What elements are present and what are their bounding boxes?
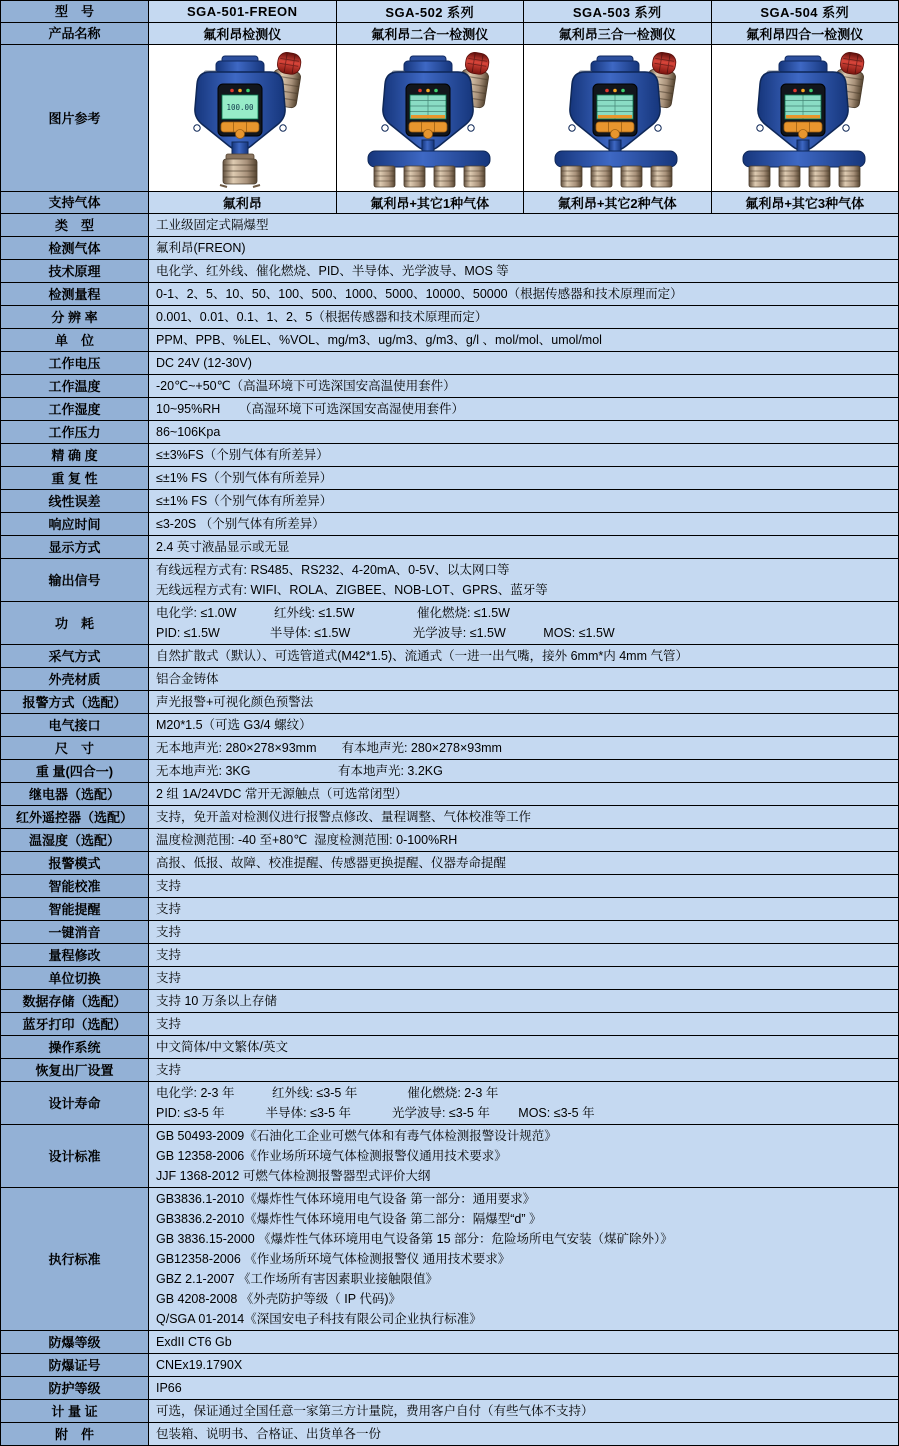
spec-row bbox=[1, 737, 898, 760]
spec-value bbox=[149, 1125, 898, 1187]
spec-value-line: ≤±1% FS（个别气体有所差异） bbox=[156, 471, 333, 485]
product-name-row-value-0: 氟利昂检测仪 bbox=[149, 23, 337, 44]
spec-value bbox=[149, 260, 898, 282]
spec-value bbox=[149, 375, 898, 397]
spec-value-line: ExdII CT6 Gb bbox=[156, 1335, 232, 1349]
spec-row bbox=[1, 1354, 898, 1377]
spec-label: 重 复 性 bbox=[1, 467, 149, 489]
model-row-label: 型 号 bbox=[1, 1, 149, 22]
spec-label: 一键消音 bbox=[1, 921, 149, 943]
spec-row bbox=[1, 1125, 898, 1188]
spec-value-line: 电化学: 2-3 年 红外线: ≤3-5 年 催化燃烧: 2-3 年 bbox=[156, 1086, 499, 1100]
spec-label: 红外遥控器（选配） bbox=[1, 806, 149, 828]
spec-row bbox=[1, 559, 898, 602]
spec-value-line: 铝合金铸体 bbox=[156, 672, 219, 686]
spec-value-line: GB3836.1-2010《爆炸性气体环境用电气设备 第一部分：通用要求》 bbox=[156, 1192, 536, 1206]
spec-value bbox=[149, 1377, 898, 1399]
spec-label: 智能校准 bbox=[1, 875, 149, 897]
detector-screen-value: 100.00 bbox=[226, 103, 254, 112]
spec-value-line: GB 4208-2008 《外壳防护等级（ IP 代码)》 bbox=[156, 1292, 401, 1306]
spec-value-line: 支持 bbox=[156, 902, 182, 916]
spec-value-line: 支持 bbox=[156, 925, 182, 939]
spec-value bbox=[149, 1400, 898, 1422]
spec-value bbox=[149, 898, 898, 920]
detector-image-1 bbox=[337, 45, 525, 191]
spec-label: 采气方式 bbox=[1, 645, 149, 667]
supported-gas-row-value-0: 氟利昂 bbox=[149, 192, 337, 213]
spec-value bbox=[149, 852, 898, 874]
spec-row bbox=[1, 921, 898, 944]
spec-label: 技术原理 bbox=[1, 260, 149, 282]
spec-value bbox=[149, 1331, 898, 1353]
spec-row bbox=[1, 967, 898, 990]
spec-label: 附 件 bbox=[1, 1423, 149, 1445]
spec-label: 防爆等级 bbox=[1, 1331, 149, 1353]
spec-value bbox=[149, 398, 898, 420]
spec-value-line: 有线远程方式有: RS485、RS232、4-20mA、0-5V、以太网口等 bbox=[156, 563, 510, 577]
spec-value bbox=[149, 737, 898, 759]
spec-value-line: JJF 1368-2012 可燃气体检测报警器型式评价大纲 bbox=[156, 1169, 431, 1183]
spec-value bbox=[149, 1082, 898, 1124]
spec-label: 输出信号 bbox=[1, 559, 149, 601]
spec-value-line: 支持 bbox=[156, 879, 182, 893]
supported-gas-row-value-1: 氟利昂+其它1种气体 bbox=[337, 192, 525, 213]
spec-row bbox=[1, 329, 898, 352]
spec-value bbox=[149, 668, 898, 690]
spec-value bbox=[149, 645, 898, 667]
sensor-manifold bbox=[555, 151, 677, 167]
spec-row bbox=[1, 1059, 898, 1082]
spec-value bbox=[149, 944, 898, 966]
sensor-manifold bbox=[743, 151, 865, 167]
spec-row bbox=[1, 760, 898, 783]
spec-value-line: GB12358-2006 《作业场所环境气体检测报警仪 通用技术要求》 bbox=[156, 1252, 511, 1266]
spec-value-line: M20*1.5（可选 G3/4 螺纹） bbox=[156, 718, 312, 732]
spec-value bbox=[149, 421, 898, 443]
spec-label: 防护等级 bbox=[1, 1377, 149, 1399]
spec-value-line: 无线远程方式有: WIFI、ROLA、ZIGBEE、NOB-LOT、GPRS、蓝牙等 bbox=[156, 583, 548, 597]
spec-row bbox=[1, 536, 898, 559]
spec-label: 响应时间 bbox=[1, 513, 149, 535]
spec-label: 操作系统 bbox=[1, 1036, 149, 1058]
spec-value-line: 2.4 英寸液晶显示或无显 bbox=[156, 540, 290, 554]
spec-row bbox=[1, 691, 898, 714]
spec-value bbox=[149, 1188, 898, 1330]
spec-value bbox=[149, 237, 898, 259]
spec-label: 继电器（选配） bbox=[1, 783, 149, 805]
spec-label: 量程修改 bbox=[1, 944, 149, 966]
spec-value-line: 无本地声光: 3KG 有本地声光: 3.2KG bbox=[156, 764, 443, 778]
spec-row bbox=[1, 1082, 898, 1125]
spec-value-line: 电化学、红外线、催化燃烧、PID、半导体、光学波导、MOS 等 bbox=[156, 264, 509, 278]
spec-row bbox=[1, 467, 898, 490]
spec-row bbox=[1, 513, 898, 536]
spec-value bbox=[149, 691, 898, 713]
spec-value bbox=[149, 444, 898, 466]
spec-value-line: 自然扩散式（默认）、可选管道式(M42*1.5)、流通式（一进一出气嘴，接外 6mm*内 4mm 气管） bbox=[156, 649, 688, 663]
spec-label: 电气接口 bbox=[1, 714, 149, 736]
detector-multi-illustration bbox=[340, 46, 520, 190]
spec-value-line: DC 24V (12-30V) bbox=[156, 356, 252, 370]
spec-label: 外壳材质 bbox=[1, 668, 149, 690]
product-name-row-value-3: 氟利昂四合一检测仪 bbox=[712, 23, 899, 44]
product-name-row-value-1: 氟利昂二合一检测仪 bbox=[337, 23, 525, 44]
spec-value bbox=[149, 829, 898, 851]
spec-row bbox=[1, 783, 898, 806]
product-name-row bbox=[1, 23, 898, 45]
spec-value-line: PID: ≤3-5 年 半导体: ≤3-5 年 光学波导: ≤3-5 年 MOS: ≤3-5 年 bbox=[156, 1106, 595, 1120]
spec-row bbox=[1, 1188, 898, 1331]
spec-value bbox=[149, 990, 898, 1012]
spec-value-line: 可选，保证通过全国任意一家第三方计量院，费用客户自付（有些气体不支持） bbox=[156, 1404, 594, 1418]
spec-value bbox=[149, 714, 898, 736]
spec-label: 工作温度 bbox=[1, 375, 149, 397]
spec-row bbox=[1, 421, 898, 444]
image-reference-label: 图片参考 bbox=[1, 45, 149, 191]
spec-value-line: IP66 bbox=[156, 1381, 182, 1395]
spec-label: 数据存储（选配） bbox=[1, 990, 149, 1012]
spec-label: 计 量 证 bbox=[1, 1400, 149, 1422]
model-row-value-2: SGA-503 系列 bbox=[524, 1, 712, 22]
spec-row bbox=[1, 1423, 898, 1445]
spec-value-line: 86~106Kpa bbox=[156, 425, 221, 439]
spec-row bbox=[1, 352, 898, 375]
spec-value bbox=[149, 806, 898, 828]
spec-value-line: 声光报警+可视化颜色预警法 bbox=[156, 695, 314, 709]
spec-value bbox=[149, 490, 898, 512]
spec-value-line: GB 3836.15-2000 《爆炸性气体环境用电气设备第 15 部分：危险场所电气安装（煤矿除外）》 bbox=[156, 1232, 673, 1246]
spec-value-line: 电化学: ≤1.0W 红外线: ≤1.5W 催化燃烧: ≤1.5W bbox=[156, 606, 510, 620]
spec-row bbox=[1, 829, 898, 852]
spec-value bbox=[149, 214, 898, 236]
spec-value-line: 0-1、2、5、10、50、100、500、1000、5000、10000、50000（根据传感器和技术原理而定） bbox=[156, 287, 683, 301]
spec-value-line: Q/SGA 01-2014《深国安电子科技有限公司企业执行标准》 bbox=[156, 1312, 482, 1326]
spec-value bbox=[149, 352, 898, 374]
spec-row bbox=[1, 1377, 898, 1400]
spec-value-line: 工业级固定式隔爆型 bbox=[156, 218, 269, 232]
spec-value bbox=[149, 1354, 898, 1376]
spec-value bbox=[149, 283, 898, 305]
spec-value-line: PID: ≤1.5W 半导体: ≤1.5W 光学波导: ≤1.5W MOS: ≤1.5W bbox=[156, 626, 615, 640]
model-row-value-0: SGA-501-FREON bbox=[149, 1, 337, 22]
spec-row bbox=[1, 490, 898, 513]
spec-value bbox=[149, 467, 898, 489]
spec-value-line: ≤±3%FS（个别气体有所差异） bbox=[156, 448, 329, 462]
spec-label: 报警模式 bbox=[1, 852, 149, 874]
spec-label: 报警方式（选配） bbox=[1, 691, 149, 713]
spec-value bbox=[149, 783, 898, 805]
spec-value bbox=[149, 1036, 898, 1058]
spec-row bbox=[1, 1036, 898, 1059]
spec-row bbox=[1, 283, 898, 306]
spec-value bbox=[149, 921, 898, 943]
spec-value bbox=[149, 875, 898, 897]
spec-label: 工作压力 bbox=[1, 421, 149, 443]
spec-value-line: 高报、低报、故障、校准提醒、传感器更换提醒、仪器寿命提醒 bbox=[156, 856, 507, 870]
detector-single-illustration bbox=[152, 46, 332, 190]
spec-value bbox=[149, 1423, 898, 1445]
spec-label: 线性误差 bbox=[1, 490, 149, 512]
spec-row bbox=[1, 260, 898, 283]
sensor-manifold bbox=[368, 151, 490, 167]
spec-label: 精 确 度 bbox=[1, 444, 149, 466]
spec-value-line: 温度检测范围: -40 至+80℃ 湿度检测范围: 0-100%RH bbox=[156, 833, 458, 847]
spec-value-line: 支持 bbox=[156, 1017, 182, 1031]
spec-row bbox=[1, 898, 898, 921]
spec-label: 显示方式 bbox=[1, 536, 149, 558]
spec-label: 功 耗 bbox=[1, 602, 149, 644]
spec-value-line: ≤3-20S （个别气体有所差异） bbox=[156, 517, 325, 531]
supported-gas-row-value-3: 氟利昂+其它3种气体 bbox=[712, 192, 899, 213]
spec-value bbox=[149, 536, 898, 558]
spec-value-line: -20℃~+50℃（高温环境下可选深国安高温使用套件） bbox=[156, 379, 456, 393]
spec-value-line: 支持 bbox=[156, 971, 182, 985]
spec-value bbox=[149, 559, 898, 601]
spec-value bbox=[149, 306, 898, 328]
spec-value bbox=[149, 760, 898, 782]
spec-row bbox=[1, 714, 898, 737]
spec-label: 恢复出厂设置 bbox=[1, 1059, 149, 1081]
spec-row bbox=[1, 645, 898, 668]
detector-multi-illustration bbox=[527, 46, 707, 190]
spec-label: 工作电压 bbox=[1, 352, 149, 374]
spec-value-line: 中文简体/中文繁体/英文 bbox=[156, 1040, 288, 1054]
spec-value-line: GB 50493-2009《石油化工企业可燃气体和有毒气体检测报警设计规范》 bbox=[156, 1129, 557, 1143]
spec-label: 检测量程 bbox=[1, 283, 149, 305]
detector-multi-illustration bbox=[715, 46, 895, 190]
spec-value-line: 0.001、0.01、0.1、1、2、5（根据传感器和技术原理而定） bbox=[156, 310, 488, 324]
spec-value-line: 包装箱、说明书、合格证、出货单各一份 bbox=[156, 1427, 382, 1441]
spec-value-line: GB3836.2-2010《爆炸性气体环境用电气设备 第二部分：隔爆型“d” 》 bbox=[156, 1212, 542, 1226]
spec-value bbox=[149, 602, 898, 644]
spec-row bbox=[1, 237, 898, 260]
detector-image-3 bbox=[712, 45, 899, 191]
supported-gas-row-value-2: 氟利昂+其它2种气体 bbox=[524, 192, 712, 213]
spec-label: 类 型 bbox=[1, 214, 149, 236]
spec-value-line: 无本地声光: 280×278×93mm 有本地声光: 280×278×93mm bbox=[156, 741, 502, 755]
spec-row bbox=[1, 444, 898, 467]
spec-label: 蓝牙打印（选配） bbox=[1, 1013, 149, 1035]
product-name-row-label: 产品名称 bbox=[1, 23, 149, 44]
model-row-value-3: SGA-504 系列 bbox=[712, 1, 899, 22]
spec-label: 执行标准 bbox=[1, 1188, 149, 1330]
spec-value-line: 氟利昂(FREON) bbox=[156, 241, 246, 255]
spec-row bbox=[1, 306, 898, 329]
spec-value-line: 支持 10 万条以上存储 bbox=[156, 994, 277, 1008]
spec-value-line: 支持 bbox=[156, 1063, 182, 1077]
spec-row bbox=[1, 1013, 898, 1036]
spec-row bbox=[1, 214, 898, 237]
spec-row bbox=[1, 602, 898, 645]
spec-value-line: CNEx19.1790X bbox=[156, 1358, 243, 1372]
spec-value-line: 2 组 1A/24VDC 常开无源触点（可选常闭型） bbox=[156, 787, 408, 801]
spec-row bbox=[1, 668, 898, 691]
spec-value bbox=[149, 513, 898, 535]
spec-value-line: GBZ 2.1-2007 《工作场所有害因素职业接触限值》 bbox=[156, 1272, 438, 1286]
spec-row bbox=[1, 990, 898, 1013]
spec-label: 重 量(四合一) bbox=[1, 760, 149, 782]
spec-row bbox=[1, 1331, 898, 1354]
spec-label: 检测气体 bbox=[1, 237, 149, 259]
model-row bbox=[1, 1, 898, 23]
spec-value bbox=[149, 1013, 898, 1035]
spec-row bbox=[1, 875, 898, 898]
supported-gas-row bbox=[1, 192, 898, 214]
spec-row bbox=[1, 398, 898, 421]
product-name-row-value-2: 氟利昂三合一检测仪 bbox=[524, 23, 712, 44]
spec-row bbox=[1, 852, 898, 875]
spec-value-line: 支持，免开盖对检测仪进行报警点修改、量程调整、气体校准等工作 bbox=[156, 810, 532, 824]
spec-value-line: 支持 bbox=[156, 948, 182, 962]
spec-label: 分 辨 率 bbox=[1, 306, 149, 328]
detector-image-0 bbox=[149, 45, 337, 191]
spec-label: 单位切换 bbox=[1, 967, 149, 989]
spec-row bbox=[1, 1400, 898, 1423]
spec-value bbox=[149, 1059, 898, 1081]
spec-label: 尺 寸 bbox=[1, 737, 149, 759]
spec-label: 工作湿度 bbox=[1, 398, 149, 420]
spec-label: 设计寿命 bbox=[1, 1082, 149, 1124]
spec-label: 智能提醒 bbox=[1, 898, 149, 920]
model-row-value-1: SGA-502 系列 bbox=[337, 1, 525, 22]
spec-value bbox=[149, 329, 898, 351]
spec-value-line: GB 12358-2006《作业场所环境气体检测报警仪通用技术要求》 bbox=[156, 1149, 507, 1163]
spec-row bbox=[1, 944, 898, 967]
spec-label: 防爆证号 bbox=[1, 1354, 149, 1376]
image-reference-row bbox=[1, 45, 898, 192]
spec-value-line: 10~95%RH （高湿环境下可选深国安高湿使用套件） bbox=[156, 402, 465, 416]
spec-label: 设计标准 bbox=[1, 1125, 149, 1187]
spec-value-line: ≤±1% FS（个别气体有所差异） bbox=[156, 494, 333, 508]
spec-value-line: PPM、PPB、%LEL、%VOL、mg/m3、ug/m3、g/m3、g/l 、mol/mol、umol/mol bbox=[156, 333, 602, 347]
supported-gas-row-label: 支持气体 bbox=[1, 192, 149, 213]
spec-label: 温湿度（选配） bbox=[1, 829, 149, 851]
spec-value bbox=[149, 967, 898, 989]
spec-label: 单 位 bbox=[1, 329, 149, 351]
spec-row bbox=[1, 375, 898, 398]
spec-row bbox=[1, 806, 898, 829]
detector-image-2 bbox=[524, 45, 712, 191]
